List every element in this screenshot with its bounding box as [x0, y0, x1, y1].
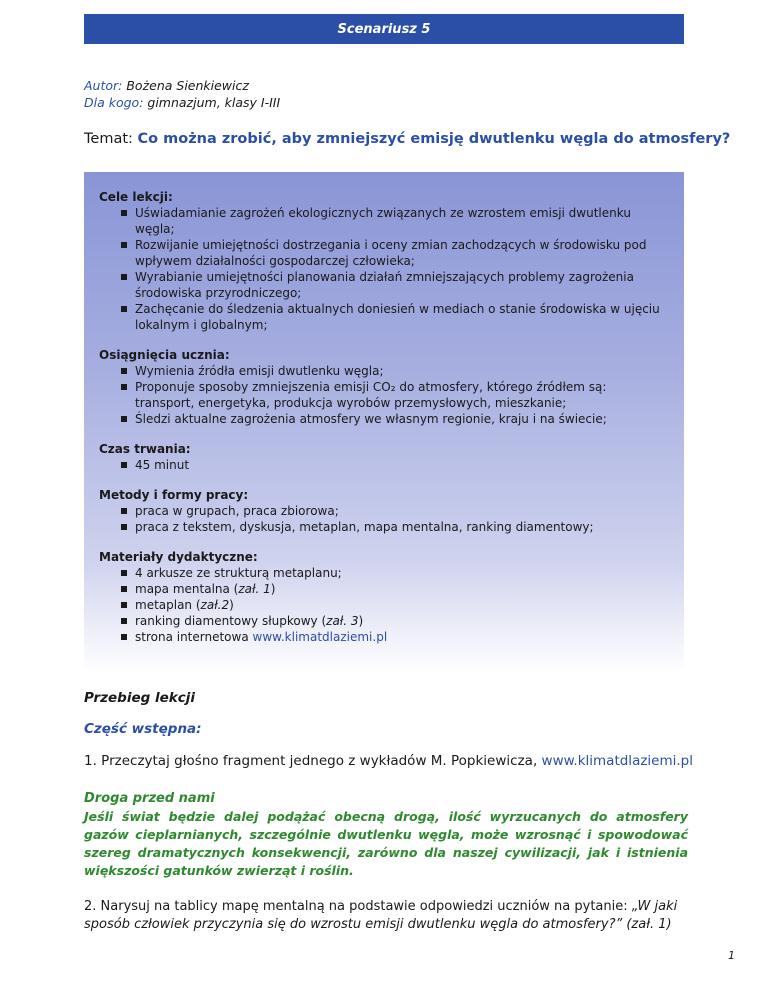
bullet-icon: [121, 210, 127, 216]
bullet-icon: [121, 508, 127, 514]
bullet-icon: [121, 462, 127, 468]
duration-title: Czas trwania:: [99, 442, 191, 456]
topic-value: Co można zrobić, aby zmniejszyć emisję dwutlenku węgla do atmosfery?: [137, 131, 731, 147]
materials-title: Materiały dydaktyczne:: [99, 550, 258, 564]
step-1-link[interactable]: www.klimatdlaziemi.pl: [541, 753, 693, 769]
list-item: Rozwijanie umiejętności dostrzegania i oceny zmian zachodzących w środowisku pod wpływem działalności gospodarczej człowieka;: [119, 237, 669, 269]
list-item: Zachęcanie do śledzenia aktualnych doniesień w mediach o stanie środowiska w ujęciu lokalnym i globalnym;: [119, 301, 669, 333]
methods-title: Metody i formy pracy:: [99, 488, 249, 502]
audience-label: Dla kogo:: [84, 95, 144, 110]
methods-list: [99, 503, 669, 535]
achievements-title: Osiągnięcia ucznia:: [99, 348, 230, 362]
list-item: Uświadamianie zagrożeń ekologicznych związanych ze wzrostem emisji dwutlenku węgla;: [119, 205, 669, 237]
bullet-icon: [121, 586, 127, 592]
bullet-icon: [121, 634, 127, 640]
quote-title: Droga przed nami: [84, 791, 215, 806]
lesson-info-panel: [84, 172, 684, 672]
materials-list: [99, 565, 669, 645]
bullet-icon: [121, 602, 127, 608]
list-item: praca z tekstem, dyskusja, metaplan, mapa mentalna, ranking diamentowy;: [119, 519, 669, 535]
bullet-icon: [121, 524, 127, 530]
step-1: 1. Przeczytaj głośno fragment jednego z wykładów M. Popkiewicza, www.klimatdlaziemi.pl: [84, 753, 693, 769]
author-label: Autor:: [84, 78, 123, 93]
list-item: strona internetowa www.klimatdlaziemi.pl: [119, 629, 669, 645]
list-item: Wymienia źródła emisji dwutlenku węgla;: [119, 363, 669, 379]
website-link[interactable]: www.klimatdlaziemi.pl: [252, 630, 388, 644]
list-item: metaplan (zał.2): [119, 597, 669, 613]
step-2-question: „W jaki sposób człowiek przyczynia się do wzrostu emisji dwutlenku węgla do atmosfery?” (zał. 1): [84, 899, 678, 932]
bullet-icon: [121, 242, 127, 248]
achievements-list: [99, 363, 669, 427]
lesson-topic: [84, 131, 730, 147]
bullet-icon: [121, 368, 127, 374]
bullet-icon: [121, 618, 127, 624]
course-heading: Przebieg lekcji: [84, 690, 195, 706]
quote-block: [84, 790, 688, 880]
duration-list: [99, 457, 669, 473]
topic-label: Temat:: [84, 131, 138, 147]
quote-body: Jeśli świat będzie dalej podążać obecną drogą, ilość wyrzucanych do atmosfery gazów cieplarnianych, szczególnie dwutlenku węgla, może wzrosnąć i spowodować szereg dramatycznych konsekwencji, zarówno dla naszej cywilizacji, jak i istnienia większości gatunków zwierząt i roślin.: [84, 809, 688, 878]
intro-heading: Część wstępna:: [84, 721, 202, 737]
bullet-icon: [121, 416, 127, 422]
goals-list: [99, 205, 669, 333]
bullet-icon: [121, 306, 127, 312]
list-item: 45 minut: [119, 457, 669, 473]
list-item: 4 arkusze ze strukturą metaplanu;: [119, 565, 669, 581]
page-number: 1: [728, 949, 735, 962]
bullet-icon: [121, 384, 127, 390]
step-2: 2. Narysuj na tablicy mapę mentalną na podstawie odpowiedzi uczniów na pytanie: „W jaki sposób człowiek przyczynia się do wzrostu emisji dwutlenku węgla do atmosfery?” (zał. 1): [84, 899, 678, 932]
author-value: Bożena Sienkiewicz: [122, 78, 249, 93]
list-item: Wyrabianie umiejętności planowania działań zmniejszających problemy zagrożenia środowiska przyrodniczego;: [119, 269, 669, 301]
bullet-icon: [121, 274, 127, 280]
audience-line: [84, 94, 280, 111]
bullet-icon: [121, 570, 127, 576]
lesson-meta: [84, 77, 280, 111]
header-bar: [84, 14, 684, 44]
list-item: mapa mentalna (zał. 1): [119, 581, 669, 597]
goals-title: Cele lekcji:: [99, 190, 173, 204]
list-item: ranking diamentowy słupkowy (zał. 3): [119, 613, 669, 629]
list-item: praca w grupach, praca zbiorowa;: [119, 503, 669, 519]
author-line: [84, 77, 280, 94]
audience-value: gimnazjum, klasy I-III: [143, 95, 281, 110]
scenario-title: Scenariusz 5: [337, 21, 431, 37]
list-item: Proponuje sposoby zmniejszenia emisji CO₂ do atmosfery, którego źródłem są: transport, energetyka, produkcja wyrobów przemysłowych, mieszkanie;: [119, 379, 669, 411]
list-item: Śledzi aktualne zagrożenia atmosfery we własnym regionie, kraju i na świecie;: [119, 411, 669, 427]
